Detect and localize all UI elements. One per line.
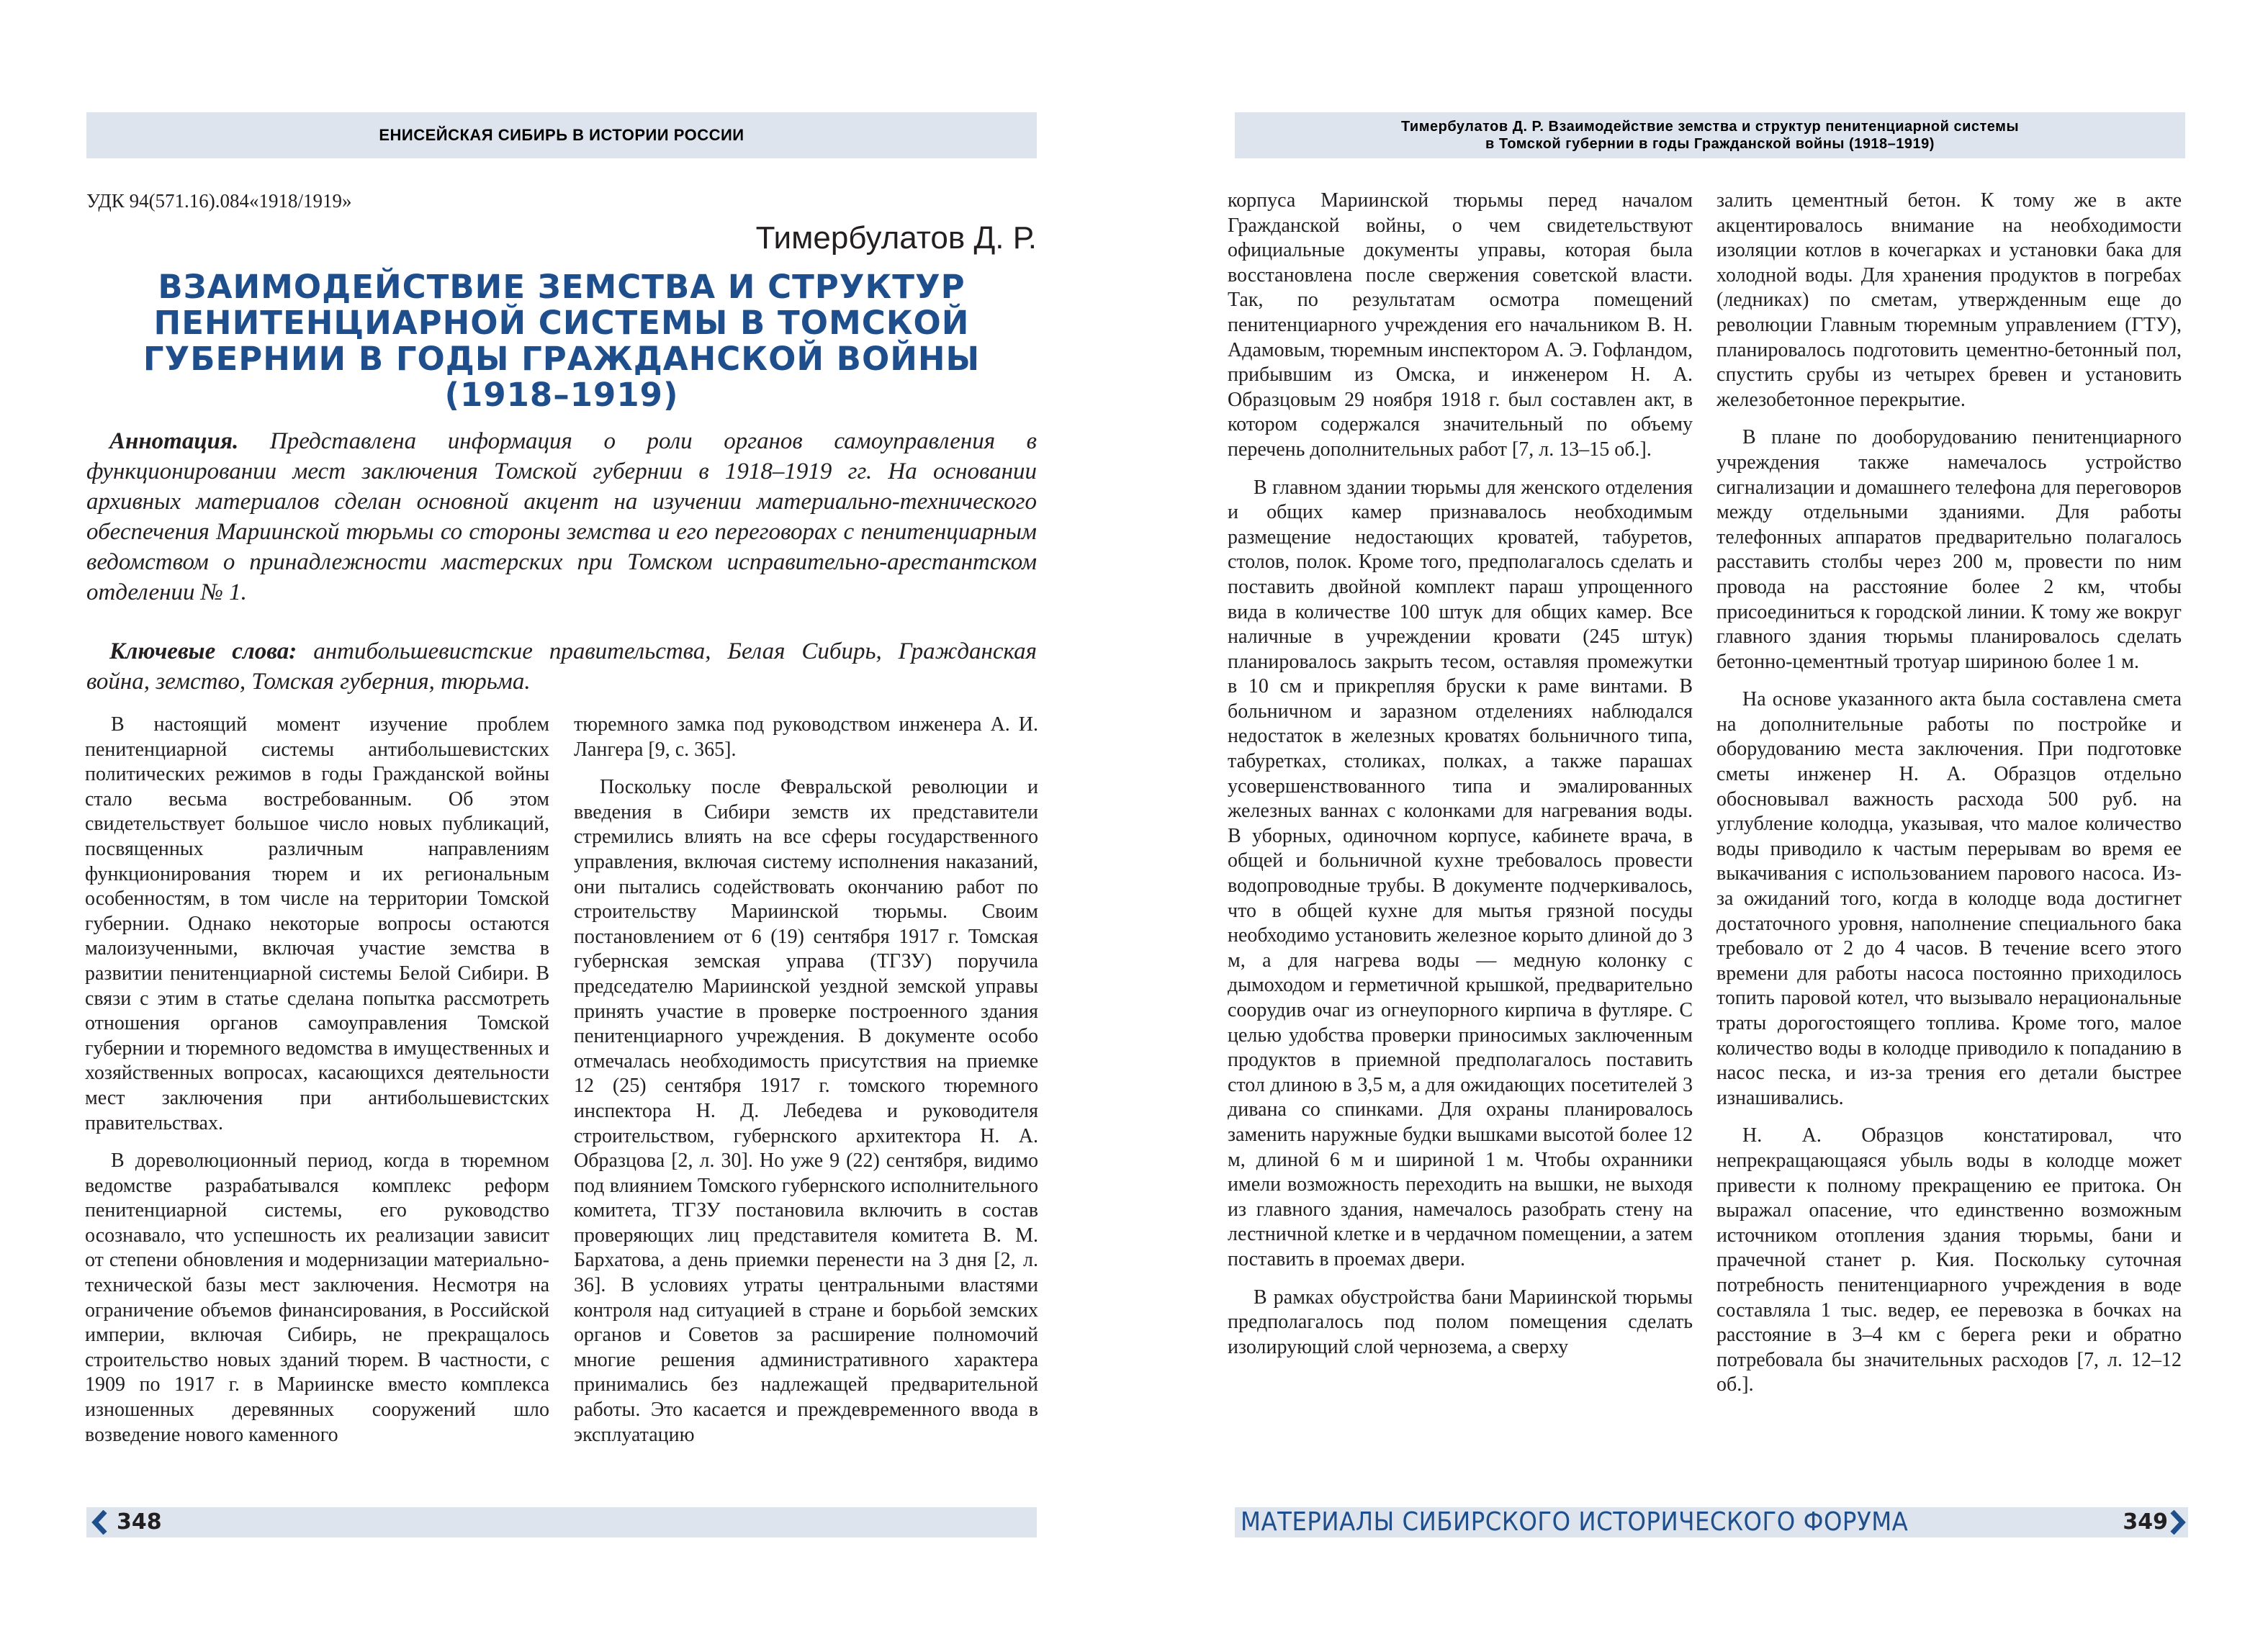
- paragraph: тюремного замка под руководством инженера А. И. Лангера [9, с. 365].: [574, 713, 1038, 761]
- paragraph: В рамках обустройства бани Мариинской тюрьмы предполагалось под полом помещения сделать изолирующий слой чернозема, а сверху: [1228, 1286, 1693, 1358]
- running-header-text: ЕНИСЕЙСКАЯ СИБИРЬ В ИСТОРИИ РОССИИ: [379, 126, 744, 144]
- running-header-right: [1235, 112, 2185, 158]
- chevron-left-icon: [89, 1510, 111, 1535]
- paragraph: Н. А. Образцов констатировал, что непрекращающаяся убыль воды в колодце может привести к полному прекращению ее притока. Он выражал опасение, что единственно возможным источником отопления здания тюрьмы, бани и прачечной станет р. Кия. Поскольку суточная потребность пенитенциарного учреждения в воде составляла 1 тыс. ведер, ее перевозка в бочках на расстояние в 3–4 км с берега реки и обратно потребовала бы значительных расходов [7, л. 12–12 об.].: [1716, 1124, 2182, 1396]
- article-title: ВЗАИМОДЕЙСТВИЕ ЗЕМСТВА И СТРУКТУР ПЕНИТЕНЦИАРНОЙ СИСТЕМЫ В ТОМСКОЙ ГУБЕРНИИ В ГОДЫ ГРАЖДАНСКОЙ ВОЙНЫ (1918–1919): [143, 268, 981, 414]
- keywords: [86, 636, 1037, 697]
- right-page: [1134, 0, 2268, 1644]
- keywords-text: антибольшевистские правительства, Белая Сибирь, Гражданская война, земство, Томская губерния, тюрьма.: [86, 638, 1037, 695]
- keywords-label: Ключевые слова:: [109, 638, 297, 664]
- left-column-2: [574, 713, 1038, 1460]
- paragraph: В дореволюционный период, когда в тюремном ведомстве разрабатывался комплекс реформ пенитенциарной системы, его руководство осознавало, что успешность их реализации зависит от степени обновления и модернизации материально-технической базы мест заключения. Несмотря на ограничение объемов финансирования, в Российской империи, включая Сибирь, не прекращалось строительство новых зданий тюрем. В частности, с 1909 по 1917 г. в Мариинске вместо комплекса изношенных деревянных сооружений шло возведение нового каменного: [85, 1150, 549, 1446]
- abstract: [86, 426, 1037, 608]
- paragraph: залить цементный бетон. К тому же в акте акцентировалось внимание на необходимости изоляции котлов в кочегарках и установки бака для холодной воды. Для хранения продуктов в погребах (ледниках) по сметам, утвержденным еще до революции Главным тюремным управлением (ГТУ), планировалось подготовить цементно-бетонный пол, спустить срубы из четырех бревен и установить железобетонное перекрытие.: [1716, 189, 2182, 411]
- running-header-line: Тимербулатов Д. Р. Взаимодействие земства и структур пенитенциарной системы: [1400, 119, 2020, 135]
- running-header-line: в Томской губернии в годы Гражданской войны (1918–1919): [1485, 136, 1935, 152]
- footer-left: [86, 1507, 1037, 1537]
- author-name: Тимербулатов Д. Р.: [755, 220, 1037, 256]
- abstract-text: Представлена информация о роли органов самоуправления в функционировании мест заключения Томской губернии в 1918–1919 гг. На основании архивных материалов сделан основной акцент на изучении материально-технического обеспечения Мариинской тюрьмы со стороны земства и его переговорах с пенитенциарным ведомством о принадлежности мастерских при Томском исправительно-арестантском отделении № 1.: [86, 428, 1037, 605]
- series-title: МАТЕРИАЛЫ СИБИРСКОГО ИСТОРИЧЕСКОГО ФОРУМА: [1241, 1507, 1909, 1537]
- paragraph: корпуса Мариинской тюрьмы перед началом Гражданской войны, о чем свидетельствуют официальные документы управы, которая была восстановлена после свержения советской власти. Так, по результатам осмотра помещений пенитенциарного учреждения его начальником В. Н. Адамовым, тюремным инспектором А. Э. Гофландом, прибывшим из Омска, и инженером Н. А. Образцовым 29 ноября 1918 г. был составлен акт, в котором содержался значительный по объему перечень дополнительных работ [7, л. 13–15 об.].: [1228, 189, 1693, 461]
- running-header-left: [86, 112, 1037, 158]
- paragraph: В плане по дооборудованию пенитенциарного учреждения также намечалось устройство сигнализации и домашнего телефона для переговоров между отдельными зданиями. Для работы телефонных аппаратов предварительно полагалось расставить столбы через 200 м, провести по ним провода на расстояние более 2 км, чтобы присоединиться к городской линии. К тому же вокруг главного здания тюрьмы планировалось сделать бетонно-цементный тротуар шириною более 1 м.: [1716, 426, 2182, 673]
- udk-code: УДК 94(571.16).084«1918/1919»: [86, 190, 352, 212]
- left-column-1: [85, 713, 549, 1460]
- page-number: 348: [117, 1509, 162, 1535]
- paragraph: На основе указанного акта была составлена смета на дополнительные работы по постройке и оборудованию места заключения. При подготовке сметы инженер Н. А. Образцов отдельно обосновывал важность расхода 500 руб. на углубление колодца, указывая, что малое количество воды приводило к частым перерывам во время ее выкачивания с использованием парового насоса. Из-за ожиданий того, когда в колодце вода достигнет достаточного уровня, наполнение специального бака требовало от 2 до 4 часов. В течение всего этого времени для работы насоса постоянно приходилось топить паровой котел, что вызывало нерациональные траты дорогостоящего топлива. Кроме того, малое количество воды в колодце приводило к попаданию в насос песка, и из-за трения его детали быстрее изнашивались.: [1716, 688, 2182, 1109]
- right-column-2: [1716, 189, 2182, 1411]
- paragraph: В главном здании тюрьмы для женского отделения и общих камер признавалось необходимым размещение недостающих кроватей, табуретов, столов, полок. Кроме того, предполагалось сделать и поставить двойной комплект параш упрощенного вида в количестве 100 штук для общих камер. Все наличные в учреждении кровати (245 штук) планировалось закрыть тесом, оставляя промежутки в 10 см и прикрепляя бруски к раме винтами. В больничном и заразном отделениях наблюдался недостаток в железных кроватях больничного типа, табуретках, столиках, полках, а также парашах усовершенствованного типа и эмалированных железных ваннах с колонками для нагревания воды. В уборных, одиночном корпусе, кабинете врача, в общей и больничной кухне требовалось провести водопроводные трубы. В документе подчеркивалось, что в общей кухне для мытья грязной посуды необходимо установить железное корыто длиной до 3 м, а для нагрева воды — медную колонку с дымоходом и герметичной крышкой, предварительно соорудив очаг из огнеупорного кирпича в футляре. С целью удобства проверки приносимых заключенным продуктов в приемной предполагалось поставить стол длиною в 3,5 м, а для ожидающих посетителей 3 дивана со спинками. Для охраны планировалось заменить наружные будки вышками высотой более 12 м, длиной 6 м и шириной 1 м. Чтобы охранники имели возможность переходить на вышки, не выходя из главного здания, намечалось разобрать стену на лестничной клетке и в чердачном помещении, а затем поставить в проемах двери.: [1228, 476, 1693, 1270]
- page-number: 349: [2123, 1509, 2168, 1535]
- footer-right: [1235, 1507, 2188, 1537]
- abstract-label: Аннотация.: [109, 428, 239, 454]
- right-column-1: [1228, 189, 1693, 1373]
- paragraph: Поскольку после Февральской революции и введения в Сибири земств их представители стремились влиять на все сферы государственного управления, включая систему исполнения наказаний, они пытались содействовать окончанию работ по строительству Мариинской тюрьмы. Своим постановлением от 6 (19) сентября 1917 г. Томская губернская земская управа (ТГЗУ) поручила председателю Мариинской уездной земской управы принять участие в проверке построенного здания пенитенциарного учреждения. В документе особо отмечалась необходимость присутствия на приемке 12 (25) сентября 1917 г. томского тюремного инспектора Н. Д. Лебедева и руководителя строительством, губернского архитектора Н. А. Образцова [2, л. 30]. Но уже 9 (22) сентября, видимо под влиянием Томского губернского исполнительного комитета, ТГЗУ постановила включить в состав проверяющих лиц представителя комитета В. М. Бархатова, а день приемки перенести на 3 дня [2, л. 36]. В условиях утраты центральными властями контроля над ситуацией в стране и борьбой земских органов и Советов за расширение полномочий многие решения административного характера принимались без надлежащей предварительной работы. Это касается и преждевременного ввода в эксплуатацию: [574, 776, 1038, 1446]
- chevron-right-icon: [2166, 1510, 2188, 1535]
- paragraph: В настоящий момент изучение проблем пенитенциарной системы антибольшевистских политических режимов в годы Гражданской войны стало весьма востребованным. Об этом свидетельствует большое число новых публикаций, посвященных различным направлениям функционирования тюрем и их региональным особенностям, в том числе на территории Томской губернии. Однако некоторые вопросы остаются малоизученными, включая участие земства в развитии пенитенциарной системы Белой Сибири. В связи с этим в статье сделана попытка рассмотреть отношения органов самоуправления Томской губернии и тюремного ведомства в имущественных и хозяйственных вопросах, касающихся деятельности мест заключения при антибольшевистских правительствах.: [85, 713, 549, 1134]
